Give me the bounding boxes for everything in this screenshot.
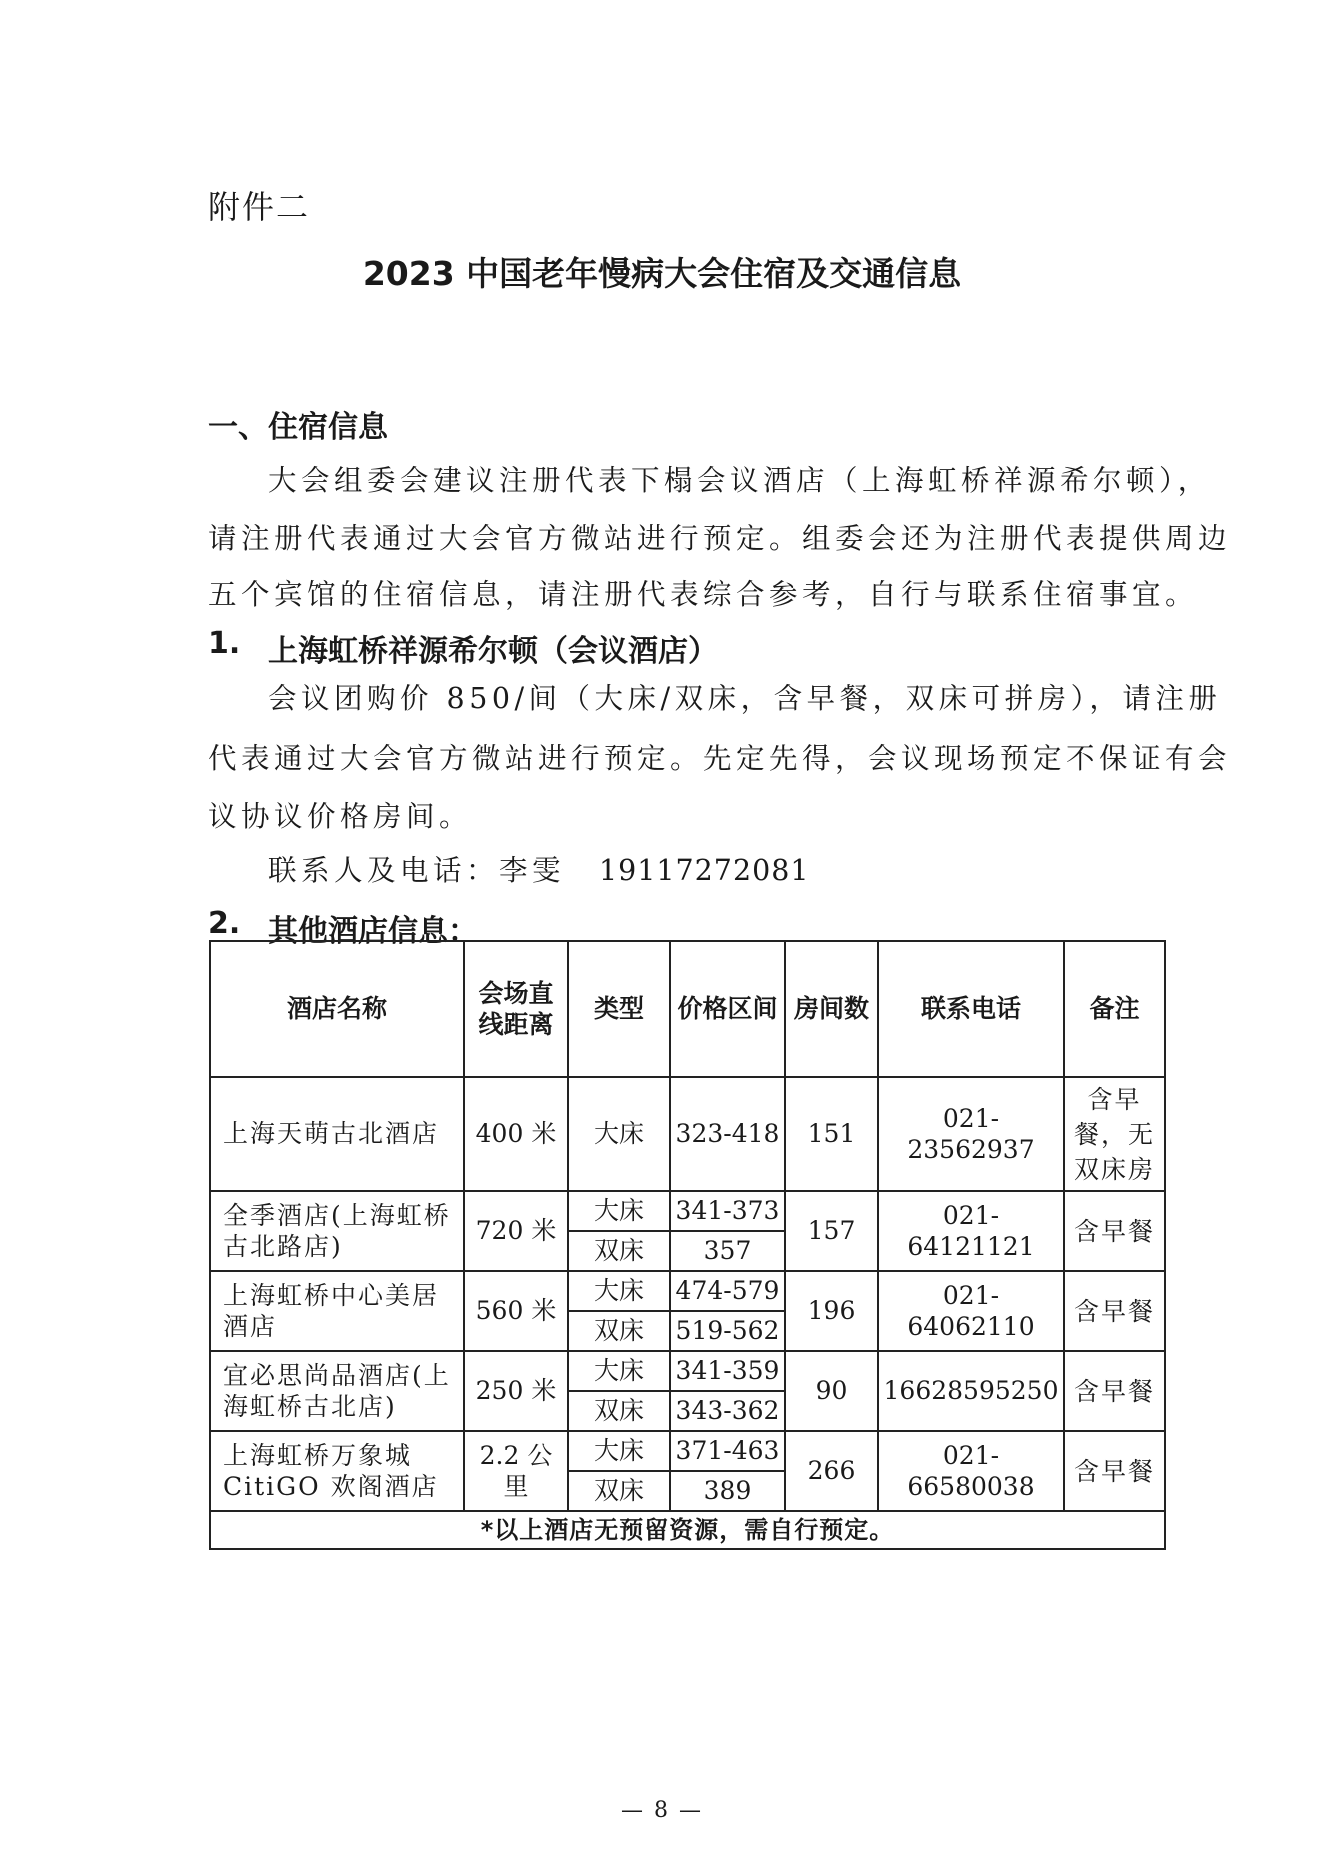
hotel-note: 含早餐: [1064, 1351, 1165, 1431]
room-price: 474-579: [670, 1271, 785, 1311]
room-type: 双床: [568, 1391, 670, 1431]
room-type: 双床: [568, 1311, 670, 1351]
table-footnote: *以上酒店无预留资源，需自行预定。: [210, 1511, 1165, 1549]
hotel-note: 含早餐，无双床房: [1064, 1077, 1165, 1191]
paragraph-line: 会议团购价 850/间（大床/双床，含早餐，双床可拼房），请注册: [268, 682, 1222, 715]
hotel-name: 上海虹桥万象城 CitiGO 欢阁酒店: [210, 1431, 464, 1511]
hotel-phone: 021-23562937: [878, 1077, 1064, 1191]
hotel-distance: 560 米: [464, 1271, 568, 1351]
contact-line: [268, 848, 809, 889]
room-type: 大床: [568, 1271, 670, 1311]
contact-phone: 19117272081: [599, 854, 810, 887]
hotel-name: 全季酒店(上海虹桥古北路店): [210, 1191, 464, 1271]
hotel-table: [209, 940, 1166, 1550]
room-price: 371-463: [670, 1431, 785, 1471]
header-hotel-name: 酒店名称: [210, 941, 464, 1077]
subsection-number: 2.: [208, 906, 241, 941]
room-price: 341-373: [670, 1191, 785, 1231]
room-price: 357: [670, 1231, 785, 1271]
hotel-note: 含早餐: [1064, 1271, 1165, 1351]
room-count: 157: [785, 1191, 878, 1271]
room-count: 151: [785, 1077, 878, 1191]
paragraph-line: 请注册代表通过大会官方微站进行预定。组委会还为注册代表提供周边: [208, 522, 1232, 555]
table-row: [210, 1191, 1165, 1231]
hotel-distance: 2.2 公里: [464, 1431, 568, 1511]
table-row: [210, 1351, 1165, 1391]
subsection-title: 上海虹桥祥源希尔顿（会议酒店）: [268, 634, 718, 669]
table-footnote-row: [210, 1511, 1165, 1549]
header-distance: 会场直线距离: [464, 941, 568, 1077]
subsection-title: 其他酒店信息：: [268, 914, 478, 949]
paragraph-line: 代表通过大会官方微站进行预定。先定先得，会议现场预定不保证有会: [208, 742, 1232, 775]
header-note: 备注: [1064, 941, 1165, 1077]
paragraph-line: 大会组委会建议注册代表下榻会议酒店（上海虹桥祥源希尔顿），: [268, 464, 1211, 497]
room-type: 大床: [568, 1077, 670, 1191]
hotel-name: 宜必思尚品酒店(上海虹桥古北店): [210, 1351, 464, 1431]
hotel-distance: 720 米: [464, 1191, 568, 1271]
section-heading: 一、住宿信息: [208, 410, 388, 445]
room-count: 196: [785, 1271, 878, 1351]
room-type: 大床: [568, 1431, 670, 1471]
hotel-name: 上海天萌古北酒店: [210, 1077, 464, 1191]
room-price: 389: [670, 1471, 785, 1511]
table-header-row: [210, 941, 1165, 1077]
hotel-note: 含早餐: [1064, 1431, 1165, 1511]
hotel-distance: 400 米: [464, 1077, 568, 1191]
attachment-label: 附件二: [208, 188, 311, 226]
room-type: 双床: [568, 1471, 670, 1511]
subsection-number: 1.: [208, 626, 241, 661]
room-count: 266: [785, 1431, 878, 1511]
table-row: [210, 1271, 1165, 1311]
hotel-phone: 021-64062110: [878, 1271, 1064, 1351]
page-number: — 8 —: [621, 1798, 703, 1823]
room-type: 大床: [568, 1351, 670, 1391]
hotel-phone: 021-66580038: [878, 1431, 1064, 1511]
table-row: [210, 1431, 1165, 1471]
table-row: [210, 1077, 1165, 1191]
hotel-phone: 16628595250: [878, 1351, 1064, 1431]
room-type: 大床: [568, 1191, 670, 1231]
hotel-name: 上海虹桥中心美居酒店: [210, 1271, 464, 1351]
room-price: 323-418: [670, 1077, 785, 1191]
room-type: 双床: [568, 1231, 670, 1271]
hotel-phone: 021-64121121: [878, 1191, 1064, 1271]
room-price: 519-562: [670, 1311, 785, 1351]
room-price: 343-362: [670, 1391, 785, 1431]
header-phone: 联系电话: [878, 941, 1064, 1077]
room-count: 90: [785, 1351, 878, 1431]
room-price: 341-359: [670, 1351, 785, 1391]
paragraph-line: 五个宾馆的住宿信息，请注册代表综合参考，自行与联系住宿事宜。: [208, 578, 1199, 611]
document-title: 2023 中国老年慢病大会住宿及交通信息: [362, 254, 962, 293]
hotel-note: 含早餐: [1064, 1191, 1165, 1271]
hotel-distance: 250 米: [464, 1351, 568, 1431]
header-room-count: 房间数: [785, 941, 878, 1077]
header-price: 价格区间: [670, 941, 785, 1077]
paragraph-line: 议协议价格房间。: [208, 800, 473, 833]
contact-label: 联系人及电话：李雯: [268, 854, 566, 887]
header-type: 类型: [568, 941, 670, 1077]
